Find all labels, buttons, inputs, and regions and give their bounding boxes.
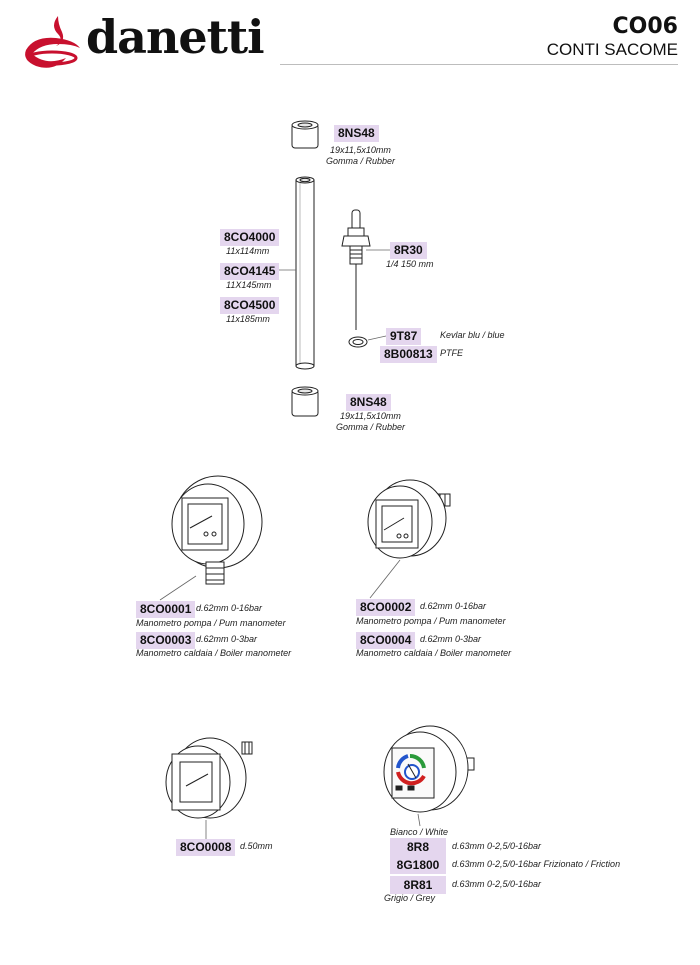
part-spec: d.63mm 0-2,5/0-16bar	[452, 841, 542, 851]
color-label-grey: Grigio / Grey	[384, 893, 436, 903]
color-gauge-1	[390, 838, 446, 856]
part-desc: Kevlar blu / blue	[440, 330, 505, 340]
part-ns48-bottom	[346, 393, 391, 411]
part-code: 8CO4145	[220, 263, 279, 280]
catalog-subtitle: CONTI SACOME	[546, 40, 678, 59]
gauge-left-1	[136, 600, 195, 618]
gauge-right-1	[356, 598, 415, 616]
part-code: 9T87	[386, 328, 421, 345]
part-desc: PTFE	[440, 348, 464, 358]
part-desc: Manometro caldaia / Boiler manometer	[356, 648, 512, 658]
part-tube-1	[220, 228, 279, 246]
part-size: 19x11,5x10mm	[340, 411, 401, 421]
tube-icon	[296, 177, 314, 369]
part-code: 8R81	[400, 877, 437, 894]
gauge-small-icon	[166, 738, 252, 818]
part-material: Gomma / Rubber	[336, 422, 406, 432]
part-spec: d.62mm 0-3bar	[420, 634, 482, 644]
probe-icon	[342, 210, 370, 330]
gauge-small	[176, 838, 235, 856]
part-code: 8CO4500	[220, 297, 279, 314]
part-desc: Manometro pompa / Pum manometer	[356, 616, 506, 626]
header-rule	[280, 64, 678, 65]
gauge-right-2	[356, 631, 415, 649]
part-t87	[386, 327, 421, 345]
part-desc: Manometro caldaia / Boiler manometer	[136, 648, 292, 658]
part-code: 8CO0003	[136, 632, 195, 649]
part-tube-2	[220, 262, 279, 280]
part-code: 8NS48	[334, 125, 379, 142]
part-spec: d.50mm	[240, 841, 273, 851]
part-material: Gomma / Rubber	[326, 156, 396, 166]
washer-icon	[349, 337, 367, 347]
part-code: 8G1800	[393, 857, 444, 874]
part-r30	[390, 241, 427, 259]
gauge-pump-left-icon	[172, 476, 262, 584]
part-spec: d.62mm 0-16bar	[420, 601, 487, 611]
gauge-color-icon	[384, 726, 474, 812]
part-code: 8CO0008	[176, 839, 235, 856]
part-code: 8CO0002	[356, 599, 415, 616]
part-size: 11x114mm	[226, 246, 270, 256]
danetti-logo-icon	[25, 16, 80, 68]
part-ns48-top	[334, 124, 379, 142]
part-spec: d.62mm 0-16bar	[196, 603, 263, 613]
part-code: 8R30	[390, 242, 427, 259]
brand-name: danetti	[86, 10, 264, 64]
part-code: 8CO0004	[356, 632, 415, 649]
part-size: 11X145mm	[226, 280, 272, 290]
gauge-left-2	[136, 631, 195, 649]
part-size: 19x11,5x10mm	[330, 145, 391, 155]
color-gauge-2	[390, 856, 446, 874]
bushing-bottom-icon	[292, 387, 318, 416]
part-code: 8CO0001	[136, 601, 195, 618]
part-code: 8B00813	[380, 346, 437, 363]
part-tube-3	[220, 296, 279, 314]
part-spec: d.63mm 0-2,5/0-16bar Frizionato / Friction	[452, 859, 621, 869]
part-desc: Manometro pompa / Pum manometer	[136, 618, 286, 628]
part-spec: d.62mm 0-3bar	[196, 634, 258, 644]
gauge-pump-right-icon	[368, 480, 450, 558]
color-label-white: Bianco / White	[390, 827, 449, 837]
part-spec: d.63mm 0-2,5/0-16bar	[452, 879, 542, 889]
part-desc: 1/4 150 mm	[386, 259, 434, 269]
part-size: 11x185mm	[226, 314, 270, 324]
bushing-top-icon	[292, 121, 318, 148]
part-code: 8R8	[403, 839, 433, 856]
part-code: 8CO4000	[220, 229, 279, 246]
catalog-code: CO06	[612, 14, 678, 39]
color-gauge-3	[390, 876, 446, 894]
part-b00813	[380, 345, 437, 363]
part-code: 8NS48	[346, 394, 391, 411]
